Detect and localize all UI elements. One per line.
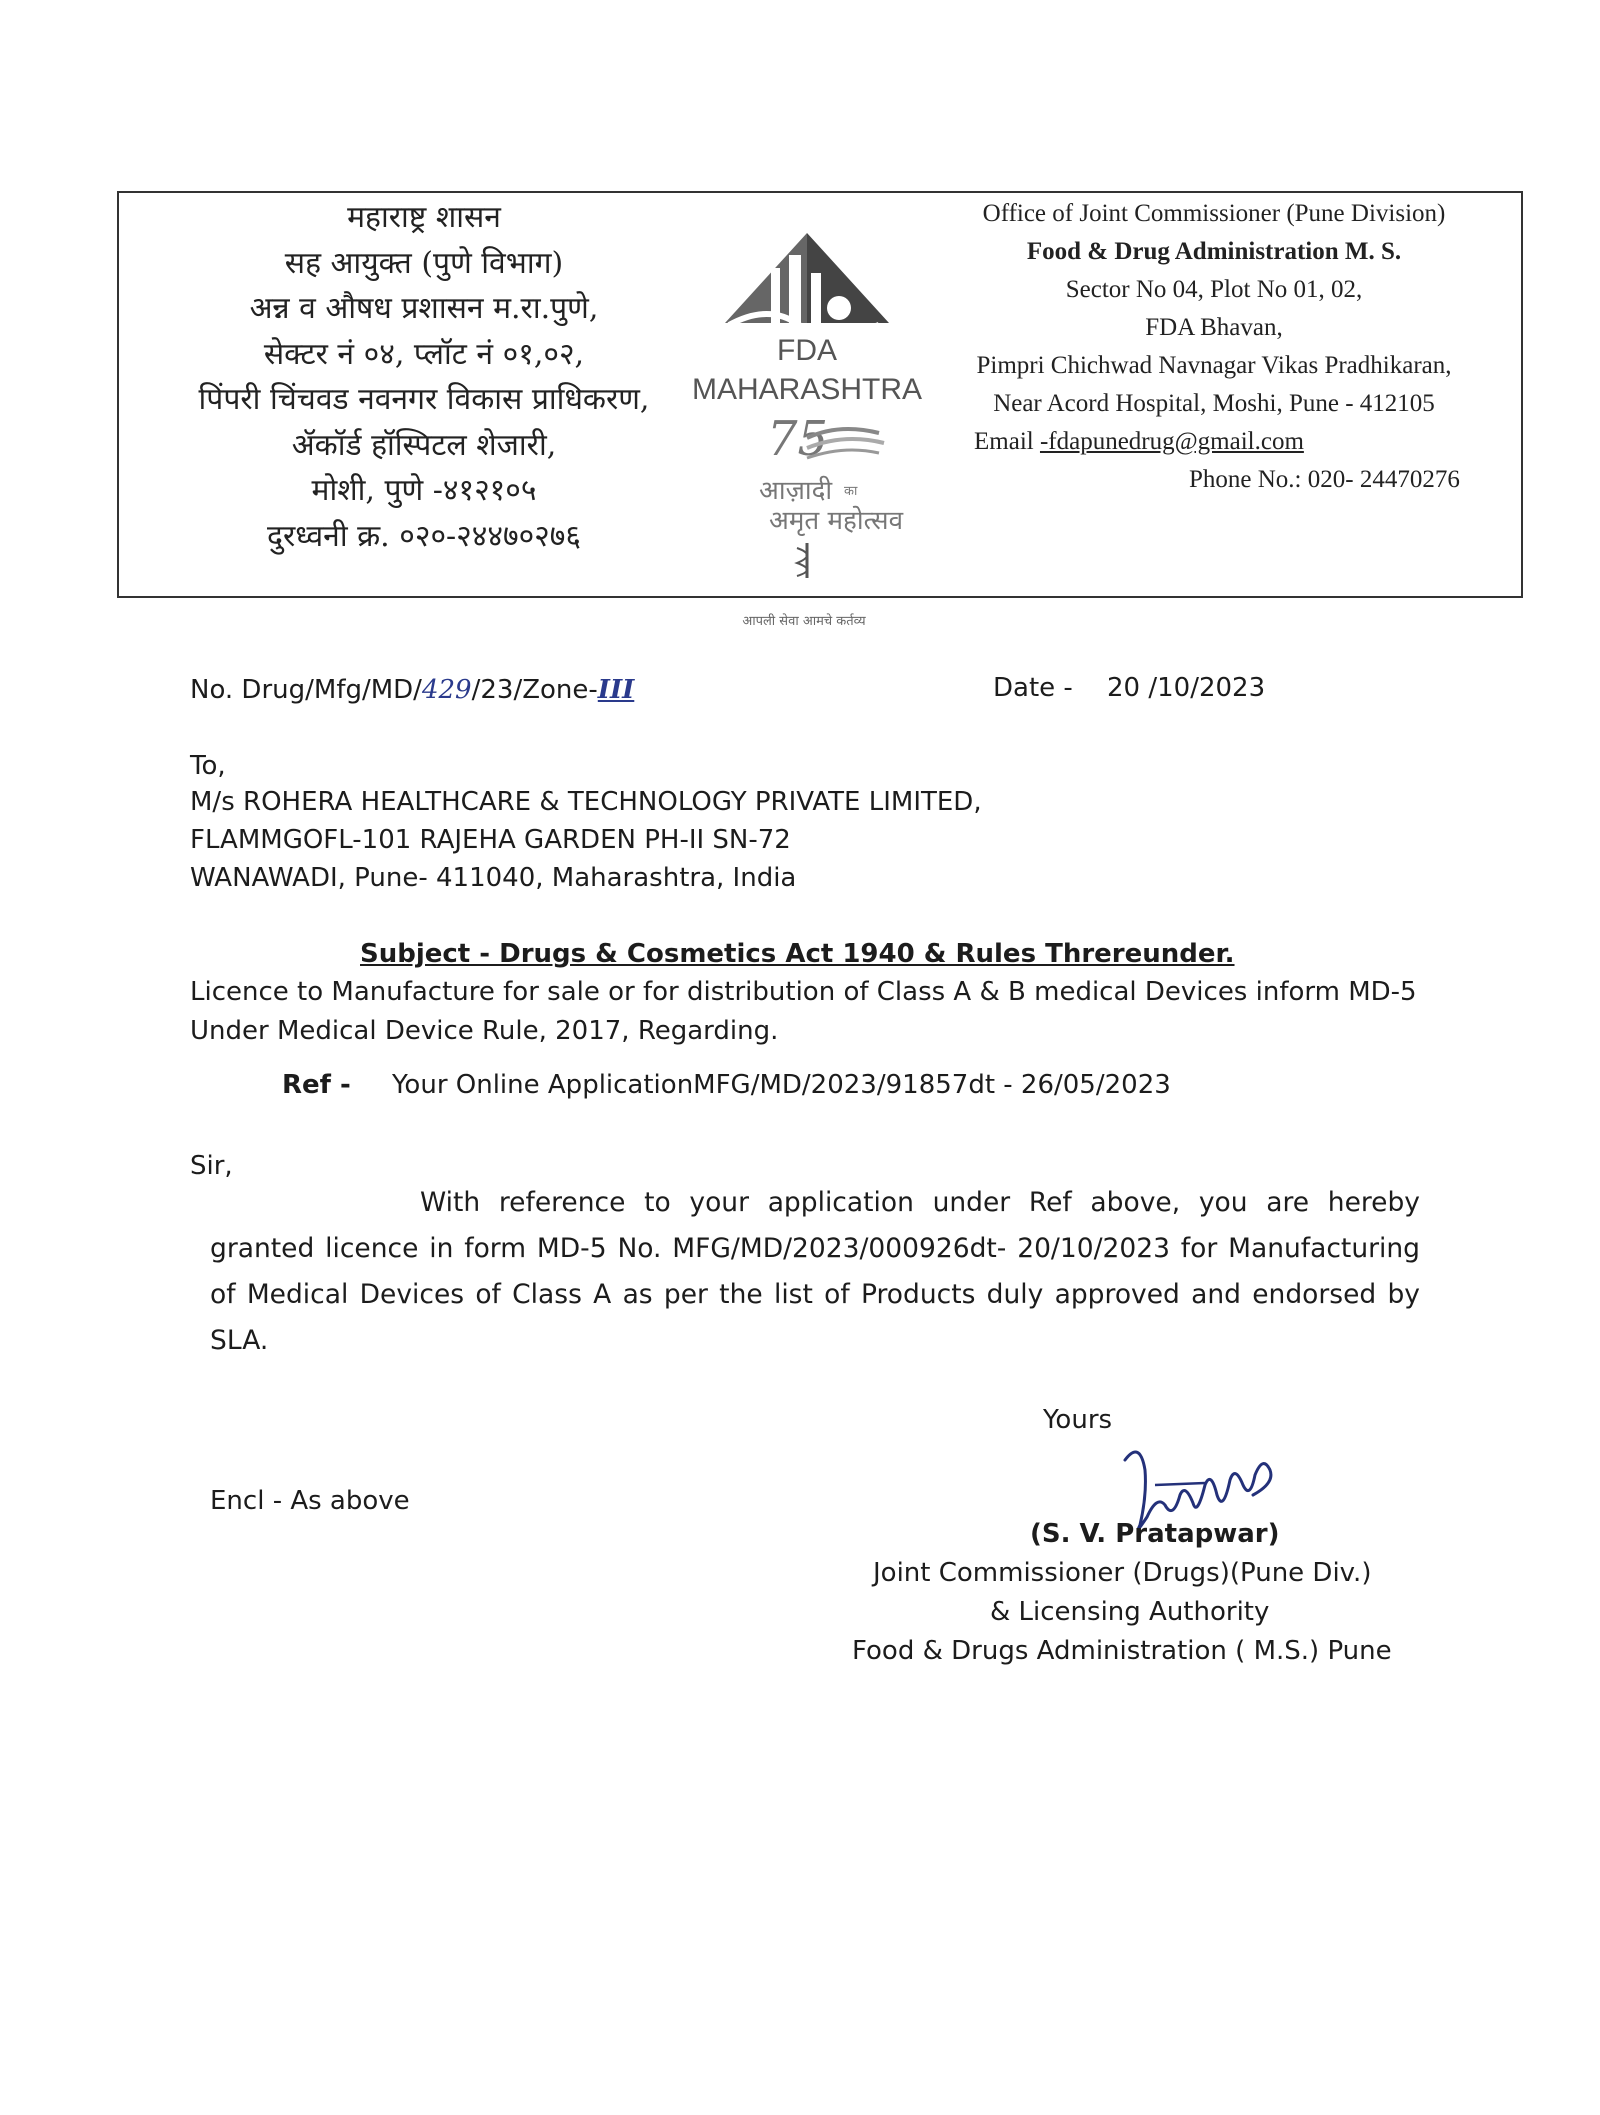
body-paragraph-text: With reference to your application under Ref above, you are hereby granted licence in form MD-5 No. MFG/MD/2023/000926dt- 20/10/2023 for Manufacturing of Medical Devices of Class A as per the list of Products duly approved and endorsed by SLA.: [210, 1187, 1420, 1356]
marathi-line: मोशी, पुणे -४१२१०५: [311, 473, 537, 508]
reference-prefix: No. Drug/Mfg/MD/: [190, 675, 422, 705]
marathi-line: दुरध्वनी क्र. ०२०-२४४७०२७६: [267, 518, 581, 554]
handwritten-zone: III: [597, 675, 635, 705]
caduceus-icon: [797, 543, 807, 578]
closing-yours: Yours: [1043, 1405, 1113, 1435]
logo-motto: आपली सेवा आमचे कर्तव्य: [742, 614, 866, 629]
phone-line: Phone No.: 020- 24470276: [1189, 466, 1460, 493]
office-line: Office of Joint Commissioner (Pune Division): [982, 200, 1446, 227]
building-line: FDA Bhavan,: [1145, 314, 1283, 341]
date-value: 20 /10/2023: [1107, 673, 1266, 703]
reference-number: [190, 675, 634, 705]
marathi-line: पिंपरी चिंचवड नवनगर विकास प्राधिकरण,: [198, 382, 650, 417]
marathi-line: सेक्टर नं ०४, प्लॉट नं ०१,०२,: [263, 336, 585, 372]
marathi-line: महाराष्ट्र शासन: [347, 200, 501, 235]
marathi-line: अन्न व औषध प्रशासन म.रा.पुणे,: [249, 291, 599, 326]
recipient-line: M/s ROHERA HEALTHCARE & TECHNOLOGY PRIVATE LIMITED,: [190, 787, 982, 817]
signatory-name: (S. V. Pratapwar): [1030, 1519, 1280, 1549]
marathi-line: सह आयुक्त (पुणे विभाग): [284, 245, 564, 281]
ref-text: Your Online ApplicationMFG/MD/2023/91857dt - 26/05/2023: [392, 1070, 1171, 1100]
recipient-line: FLAMMGOFL-101 RAJEHA GARDEN PH-II SN-72: [190, 825, 791, 855]
azadi-ka-amrit-mahotsav-icon: [759, 411, 904, 536]
logo-org-line1: FDA: [777, 334, 837, 367]
svg-text:अमृत महोत्सव: अमृत महोत्सव: [769, 506, 904, 536]
body-paragraph: [210, 1180, 1420, 1364]
signatory-office: Food & Drugs Administration ( M.S.) Pune: [852, 1636, 1392, 1666]
reference-middle: /23/Zone-: [471, 675, 598, 705]
fda-emblem-icon: [725, 233, 889, 334]
subject-heading: Subject - Drugs & Cosmetics Act 1940 & Rules Threreunder.: [360, 939, 1235, 969]
marathi-address-block: [119, 195, 729, 559]
sector-line: Sector No 04, Plot No 01, 02,: [1065, 276, 1363, 303]
email-link[interactable]: -fdapunedrug@gmail.com: [1039, 428, 1304, 455]
english-address-block: [909, 195, 1519, 499]
svg-text:आज़ादी: आज़ादी: [759, 476, 833, 506]
department-line: Food & Drug Administration M. S.: [1026, 238, 1402, 265]
svg-text:का: का: [844, 484, 858, 499]
locality-line: Near Acord Hospital, Moshi, Pune - 412105: [993, 390, 1435, 417]
email-label: Email: [974, 428, 1040, 455]
email-line: [909, 423, 1519, 461]
enclosure-note: Encl - As above: [210, 1486, 410, 1516]
area-line: Pimpri Chichwad Navnagar Vikas Pradhikaran,: [976, 352, 1452, 379]
to-label: To,: [190, 751, 226, 781]
letterhead: [117, 191, 1523, 629]
subject-line: Licence to Manufacture for sale or for distribution of Class A & B medical Devices inform MD-5: [190, 977, 1417, 1007]
salutation: Sir,: [190, 1151, 233, 1181]
svg-text:75: 75: [767, 411, 829, 467]
ref-label: Ref -: [282, 1070, 351, 1100]
subject-line: Under Medical Device Rule, 2017, Regarding.: [190, 1016, 779, 1046]
handwritten-number: 429: [421, 675, 472, 705]
signatory-authority: & Licensing Authority: [990, 1597, 1270, 1627]
logo-org-line2: MAHARASHTRA: [691, 373, 923, 406]
date-label: Date -: [993, 673, 1073, 703]
signatory-title: Joint Commissioner (Drugs)(Pune Div.): [873, 1558, 1372, 1588]
marathi-line: ॲकॉर्ड हॉस्पिटल शेजारी,: [291, 427, 557, 463]
recipient-line: WANAWADI, Pune- 411040, Maharashtra, India: [190, 863, 797, 893]
